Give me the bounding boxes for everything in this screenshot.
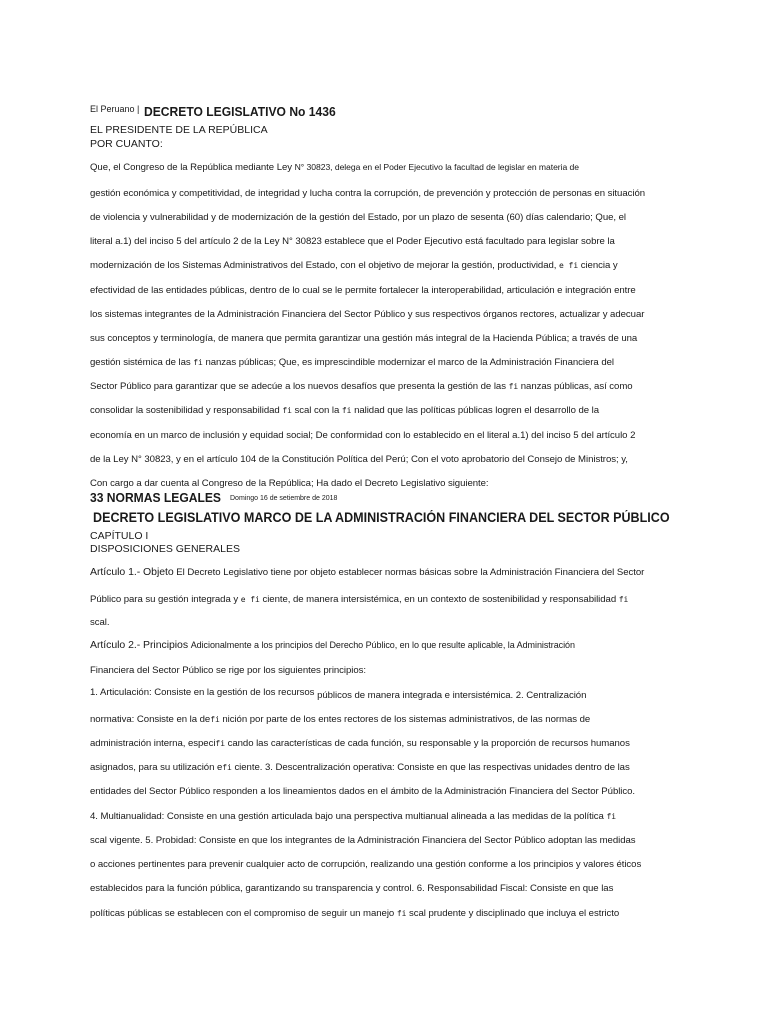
article-2-line: 4. Multianualidad: Consiste en una gestión articulada bajo una perspectiva multianual alineada a las medidas de la política fi xyxy=(90,811,617,822)
preamble-line: efectividad de las entidades públicas, dentro de lo cual se le permite fortalecer la interoperabilidad, articulación e integración entre xyxy=(90,285,636,296)
decree-title: DECRETO LEGISLATIVO No 1436 xyxy=(144,104,336,119)
article-2-line: o acciones pertinentes para prevenir cualquier acto de corrupción, realizando una gestión conforme a los principios y valores éticos xyxy=(90,859,642,870)
article-1-line: Público para su gestión integrada y e fi ciente, de manera intersistémica, en un contexto de sostenibilidad y responsabilidad fi xyxy=(90,594,629,605)
issuer-line: EL PRESIDENTE DE LA REPÚBLICA xyxy=(90,124,268,136)
preamble-line: Con cargo a dar cuenta al Congreso de la República; Ha dado el Decreto Legislativo siguiente: xyxy=(90,478,489,489)
ligature-glyph: efi xyxy=(0,1012,11,1019)
preamble-line: Que, el Congreso de la República mediante Ley N° 30823, delega en el Poder Ejecutivo la facultad de legislar en materia de xyxy=(90,162,580,173)
por-cuanto-line: POR CUANTO: xyxy=(90,138,163,150)
preamble-line: Sector Público para garantizar que se adecúe a los nuevos desafíos que presenta la gestión de las fi nanzas públicas, así como xyxy=(90,381,633,392)
preamble-line: literal a.1) del inciso 5 del artículo 2 de la Ley N° 30823 establece que el Poder Ejecutivo está facultado para legislar sobre la xyxy=(90,236,615,247)
preamble-line: economía en un marco de inclusión y equidad social; De conformidad con lo establecido en el literal a.1) del inciso 5 del artículo 2 xyxy=(90,430,636,441)
article-2-line: scal vigente. 5. Probidad: Consiste en que los integrantes de la Administración Financiera del Sector Público adoptan las medidas xyxy=(90,835,636,846)
preamble-line: consolidar la sostenibilidad y responsabilidad fi scal con la fi nalidad que las políticas públicas logren el desarrollo de la xyxy=(90,405,600,416)
preamble-line: gestión sistémica de las fi nanzas públicas; Que, es imprescindible modernizar el marco de la Administración Financiera del xyxy=(90,357,614,368)
article-2-line: Financiera del Sector Público se rige por los siguientes principios: xyxy=(90,665,367,676)
preamble-line: de la Ley N° 30823, y en el artículo 104 de la Constitución Política del Perú; Con el voto aprobatorio del Consejo de Ministros; y, xyxy=(90,454,628,465)
article-2-label: Artículo 2.- Principios xyxy=(90,639,189,651)
article-2-line: políticas públicas se establecen con el compromiso de seguir un manejo fi scal prudente y disciplinado que incluya el estricto xyxy=(90,908,620,919)
article-2-line: entidades del Sector Público responden a los lineamientos dados en el ámbito de la Administración Financiera del Sector Público. xyxy=(90,786,636,797)
preamble-line: gestión económica y competitividad, de integridad y lucha contra la corrupción, de prevención y protección de personas en situación xyxy=(90,188,646,199)
article-2-line: establecidos para la función pública, garantizando su transparencia y control. 6. Responsabilidad Fiscal: Consiste en que las xyxy=(90,883,614,894)
publication-date: Domingo 16 de setiembre de 2018 xyxy=(230,495,338,502)
article-1-label: Artículo 1.- Objeto xyxy=(90,566,174,578)
page-label: 33 NORMAS LEGALES xyxy=(90,490,221,505)
article-2-line: asignados, para su utilización efi ciente. 3. Descentralización operativa: Consiste en que las respectivas unidades dentro de las xyxy=(90,762,630,773)
preamble-line: los sistemas integrantes de la Administración Financiera del Sector Público y sus respectivos órganos rectores, actualizar y adecuar xyxy=(90,309,645,320)
law-title: DECRETO LEGISLATIVO MARCO DE LA ADMINISTRACIÓN FINANCIERA DEL SECTOR PÚBLICO xyxy=(93,510,670,525)
preamble-line: sus conceptos y terminología, de manera que permita garantizar una gestión más integral de la Hacienda Pública; a través de una xyxy=(90,333,638,344)
article-2-line: 1. Articulación: Consiste en la gestión de los recursos públicos de manera integrada e intersistémica. 2. Centralización xyxy=(90,687,587,701)
article-2-line: normativa: Consiste en la defi nición por parte de los entes rectores de los sistemas administrativos, de las normas de xyxy=(90,714,591,725)
source-label: El Peruano | xyxy=(90,104,140,114)
article-2-line: Artículo 2.- Principios Adicionalmente a los principios del Derecho Público, en lo que resulte aplicable, la Administración xyxy=(90,639,575,651)
chapter-label: CAPÍTULO I xyxy=(90,530,149,542)
preamble-line: modernización de los Sistemas Administrativos del Estado, con el objetivo de mejorar la gestión, productividad, e fi ciencia y xyxy=(90,260,618,271)
article-1-line: Artículo 1.- Objeto El Decreto Legislativo tiene por objeto establecer normas básicas sobre la Administración Financiera del Sector xyxy=(90,566,645,578)
article-2-line: administración interna, especifi cando las características de cada función, su responsable y la proporción de recursos humanos xyxy=(90,738,630,749)
chapter-title: DISPOSICIONES GENERALES xyxy=(90,543,240,555)
article-1-line: scal. xyxy=(90,617,110,628)
preamble-line: de violencia y vulnerabilidad y de modernización de la gestión del Estado, por un plazo de sesenta (60) días calendario; Que, el xyxy=(90,212,626,223)
